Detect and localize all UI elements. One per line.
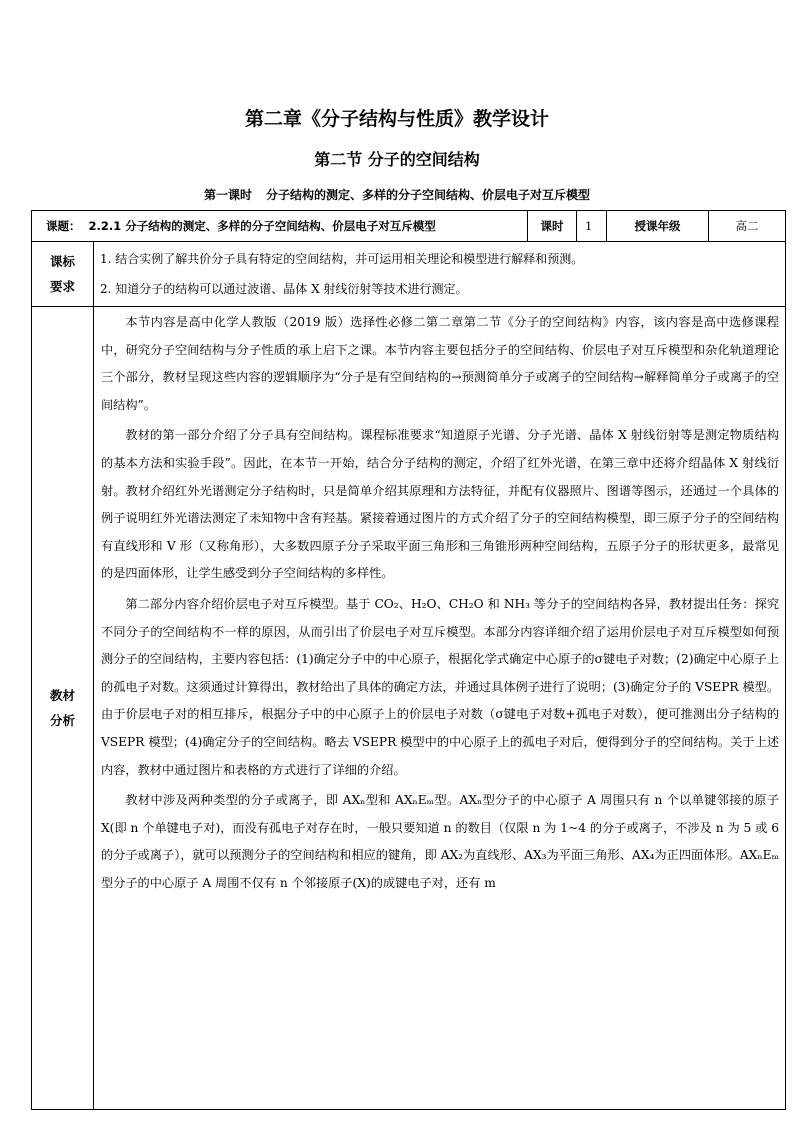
analysis-paragraph-2: 教材的第一部分介绍了分子具有空间结构。课程标准要求“知道原子光谱、分子光谱、晶体 X 射线衍射等是测定物质结构的基本方法和实验手段”。因此，在本节一开始，结合分子结构的测定，介绍了红外光谱，在第三章中还将介绍晶体 X 射线衍射。教材介绍红外光谱测定分子结构时，只是简单介绍其原理和方法特征，并配有仪器照片、图谱等图示，还通过一个具体的例子说明红外光谱法测定了未知物中含有羟基。紧接着通过图片的方式介绍了分子的空间结构模型，即三原子分子的空间结构有直线形和 V 形（又称角形），大多数四原子分子采取平面三角形和三角锥形两种空间结构，五原子分子的形状更多，最常见的是四面体形，让学生感受到分子空间结构的多样性。 [101, 428, 780, 581]
hours-value: 1 [577, 211, 607, 242]
standard-item-1: 1. 结合实例了解共价分子具有特定的空间结构，并可运用相关理论和模型进行解释和预测。 [100, 252, 584, 266]
topic-label: 课题： [46, 219, 81, 233]
analysis-paragraph-1: 本节内容是高中化学人教版（2019 版）选择性必修二第二章第二节《分子的空间结构》内容，该内容是高中选修课程中，研究分子空间结构与分子性质的承上启下之课。本节内容主要包括分子的空间结构、价层电子对互斥模型和杂化轨道理论三个部分，教材呈现这些内容的逻辑顺序为“分子是有空间结构的→预测简单分子或离子的空间结构→解释简单分子或离子的空间结构”。 [101, 315, 780, 412]
chapter-title: 第二章《分子结构与性质》教学设计 [244, 108, 549, 130]
analysis-label [32, 307, 94, 1110]
standards-label-line-2: 要求 [49, 279, 75, 294]
grade-label: 授课年级 [607, 211, 709, 242]
standard-item-2: 2. 知道分子的结构可以通过波谱、晶体 X 射线衍射等技术进行测定。 [100, 282, 468, 296]
grade-value: 高二 [709, 211, 786, 242]
analysis-paragraph-3: 第二部分内容介绍价层电子对互斥模型。基于 CO₂、H₂O、CH₂O 和 NH₃ 等分子的空间结构各异，教材提出任务：探究不同分子的空间结构不一样的原因，从而引出了价层电子对互斥模型。本部分内容详细介绍了运用价层电子对互斥模型如何预测分子的空间结构，主要内容包括：(1)确定分子中的中心原子，根据化学式确定中心原子的σ键电子对数；(2)确定中心原子上的孤电子对数。这须通过计算得出，教材给出了具体的确定方法，并通过具体例子进行了说明；(3)确定分子的 VSEPR 模型。由于价层电子对的相互排斥，根据分子中的中心原子上的价层电子对数（σ键电子对数+孤电子对数），便可推测出分子结构的 VSEPR 模型；(4)确定分子的空间结构。略去 VSEPR 模型中的中心原子上的孤电子对后，便得到分子的空间结构。关于上述内容，教材中通过图片和表格的方式进行了详细的介绍。 [101, 596, 780, 777]
topic-value: 2.2.1 分子结构的测定、多样的分子空间结构、价层电子对互斥模型 [88, 219, 436, 233]
analysis-label-line-1: 教材 [49, 688, 75, 703]
lesson-label: 第一课时 [203, 188, 252, 202]
section-title: 第二节 分子的空间结构 [314, 150, 480, 169]
analysis-row [32, 307, 786, 1110]
standards-label-line-1: 课标 [49, 254, 75, 269]
topic-cell [32, 211, 528, 242]
topic-row [32, 211, 786, 242]
analysis-paragraph-4: 教材中涉及两种类型的分子或离子，即 AXₙ型和 AXₙEₘ型。AXₙ型分子的中心原子 A 周围只有 n 个以单键邻接的原子 X(即 n 个单键电子对)，而没有孤电子对存在时，一般只要知道 n 的数目（仅限 n 为 1~4 的分子或离子，不涉及 n 为 5 或 6 的分子或离子），就可以预测分子的空间结构和相应的键角，即 AX₂为直线形、AX₃为平面三角形、AX₄为正四面体形。AXₙEₘ 型分子的中心原子 A 周围不仅有 n 个邻接原子(X)的成键电子对，还有 m [101, 793, 780, 890]
standards-row [32, 242, 786, 307]
standards-label [32, 242, 94, 307]
lesson-design-table [31, 210, 786, 1110]
lesson-topic: 分子结构的测定、多样的分子空间结构、价层电子对互斥模型 [266, 188, 591, 202]
lesson-subtitle [0, 186, 794, 203]
analysis-label-line-2: 分析 [49, 713, 75, 728]
standards-content [94, 242, 786, 307]
analysis-content [94, 307, 786, 1110]
hours-label: 课时 [528, 211, 577, 242]
